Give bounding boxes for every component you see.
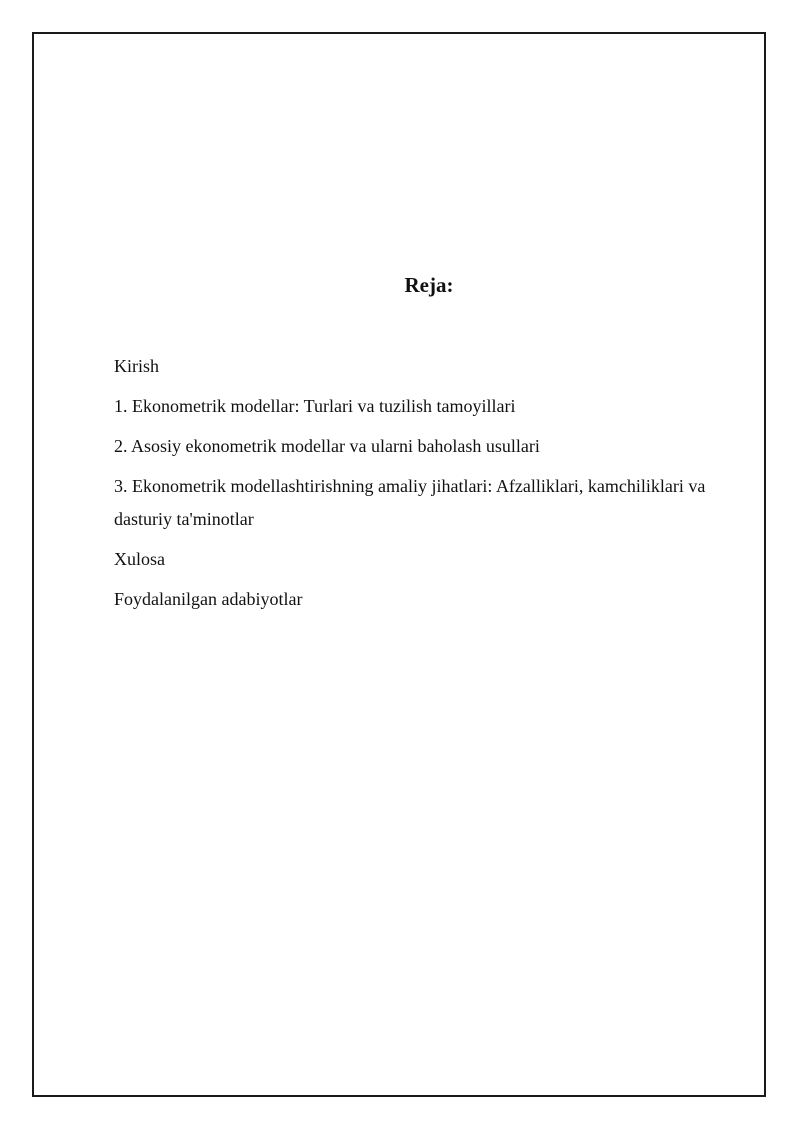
toc-item-chapter-1: 1. Ekonometrik modellar: Turlari va tuzilish tamoyillari — [114, 396, 516, 416]
table-of-contents — [114, 350, 744, 623]
toc-item-conclusion: Xulosa — [114, 549, 165, 569]
toc-item-chapter-2: 2. Asosiy ekonometrik modellar va ularni baholash usullari — [114, 436, 540, 456]
toc-item-introduction: Kirish — [114, 356, 159, 376]
toc-item-chapter-3: 3. Ekonometrik modellashtirishning amaliy jihatlari: Afzalliklari, kamchiliklari va dasturiy ta'minotlar — [114, 476, 706, 529]
toc-item-references: Foydalanilgan adabiyotlar — [114, 589, 303, 609]
page-title: Reja: — [404, 273, 454, 297]
